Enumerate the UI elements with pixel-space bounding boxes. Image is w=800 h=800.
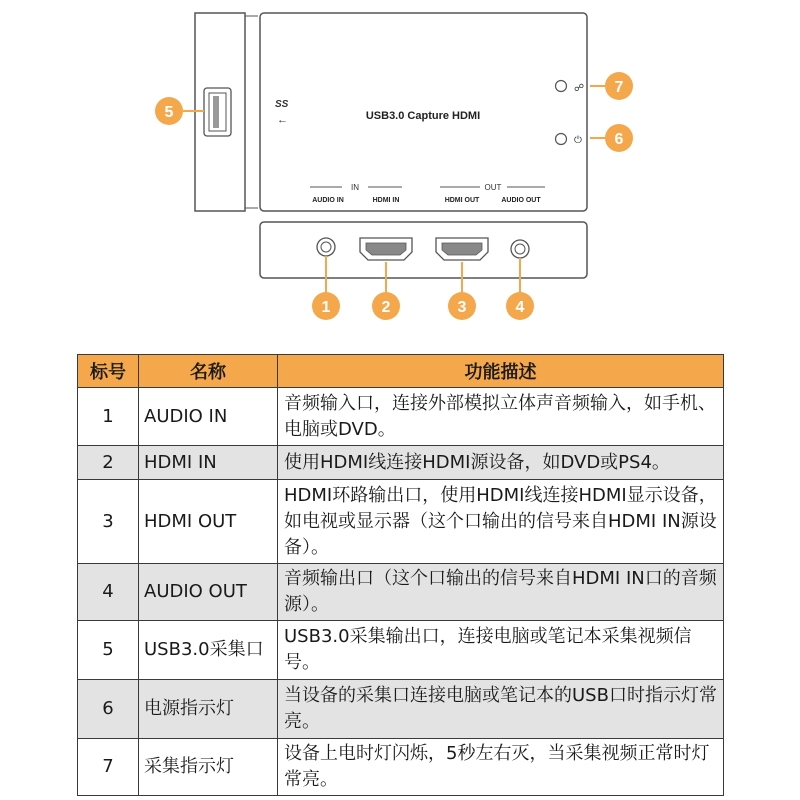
row-name: USB3.0采集口 <box>139 621 278 680</box>
row-name: HDMI IN <box>139 446 278 480</box>
row-description: 音频输出口（这个口输出的信号来自HDMI IN口的音频源）。 <box>278 564 724 621</box>
table-row <box>78 739 724 796</box>
header-description: 功能描述 <box>278 355 724 388</box>
callout-3-number: 3 <box>457 299 467 316</box>
row-name: HDMI OUT <box>139 480 278 564</box>
callout-1 <box>312 292 340 320</box>
callout-2-number: 2 <box>381 299 391 316</box>
row-description: USB3.0采集输出口，连接电脑或笔记本采集视频信号。 <box>278 621 724 680</box>
row-name: AUDIO OUT <box>139 564 278 621</box>
usb-trident-icon: ← <box>277 114 288 126</box>
port-label-audio-out: AUDIO OUT <box>501 197 541 204</box>
table-row <box>78 564 724 621</box>
usb-ss-logo: SS <box>275 99 289 110</box>
row-number: 4 <box>78 564 139 621</box>
callout-5 <box>155 97 183 125</box>
callout-6-number: 6 <box>614 131 624 148</box>
callout-1-number: 1 <box>321 299 331 316</box>
port-label-hdmi-in: HDMI IN <box>372 197 400 204</box>
row-number: 6 <box>78 680 139 739</box>
row-name: 采集指示灯 <box>139 739 278 796</box>
device-side-view <box>195 13 258 211</box>
usb-port-icon <box>204 88 231 136</box>
row-description: 设备上电时灯闪烁，5秒左右灭，当采集视频正常时灯常亮。 <box>278 739 724 796</box>
capture-symbol-icon: ☍ <box>574 83 585 94</box>
device-front-view <box>260 222 587 278</box>
audio-out-jack-icon <box>511 240 529 258</box>
header-number: 标号 <box>78 355 139 388</box>
callout-7 <box>605 72 633 100</box>
row-name: AUDIO IN <box>139 388 278 446</box>
row-number: 3 <box>78 480 139 564</box>
row-name: 电源指示灯 <box>139 680 278 739</box>
table-row <box>78 446 724 480</box>
device-top-view <box>260 13 587 211</box>
row-number: 2 <box>78 446 139 480</box>
table-header-row <box>78 355 724 388</box>
row-description: 音频输入口，连接外部模拟立体声音频输入，如手机、电脑或DVD。 <box>278 388 724 446</box>
table-row <box>78 480 724 564</box>
callout-6 <box>605 124 633 152</box>
row-description: HDMI环路输出口，使用HDMI线连接HDMI显示设备，如电视或显示器（这个口输出的信号来自HDMI IN源设备）。 <box>278 480 724 564</box>
capture-led-icon <box>556 81 567 92</box>
device-diagram <box>0 0 800 345</box>
callout-5-number: 5 <box>164 104 174 121</box>
audio-in-jack-icon <box>317 238 335 256</box>
power-symbol-icon: ⏻ <box>574 135 582 146</box>
row-description: 使用HDMI线连接HDMI源设备，如DVD或PS4。 <box>278 446 724 480</box>
callout-2 <box>372 292 400 320</box>
callout-4-number: 4 <box>515 299 525 316</box>
row-number: 1 <box>78 388 139 446</box>
row-number: 7 <box>78 739 139 796</box>
hdmi-out-port-icon <box>436 238 488 260</box>
table-row <box>78 621 724 680</box>
header-name: 名称 <box>139 355 278 388</box>
port-label-audio-in: AUDIO IN <box>312 197 344 204</box>
power-led-icon <box>556 134 567 145</box>
row-number: 5 <box>78 621 139 680</box>
callout-3 <box>448 292 476 320</box>
table-row <box>78 388 724 446</box>
hdmi-in-port-icon <box>360 238 412 260</box>
group-in-label: IN <box>351 183 359 192</box>
port-spec-table <box>77 354 724 796</box>
row-description: 当设备的采集口连接电脑或笔记本的USB口时指示灯常亮。 <box>278 680 724 739</box>
group-out-label: OUT <box>484 183 502 192</box>
device-title: USB3.0 Capture HDMI <box>365 110 481 122</box>
callout-4 <box>506 292 534 320</box>
port-label-hdmi-out: HDMI OUT <box>444 197 480 204</box>
table-row <box>78 680 724 739</box>
callout-7-number: 7 <box>614 79 624 96</box>
